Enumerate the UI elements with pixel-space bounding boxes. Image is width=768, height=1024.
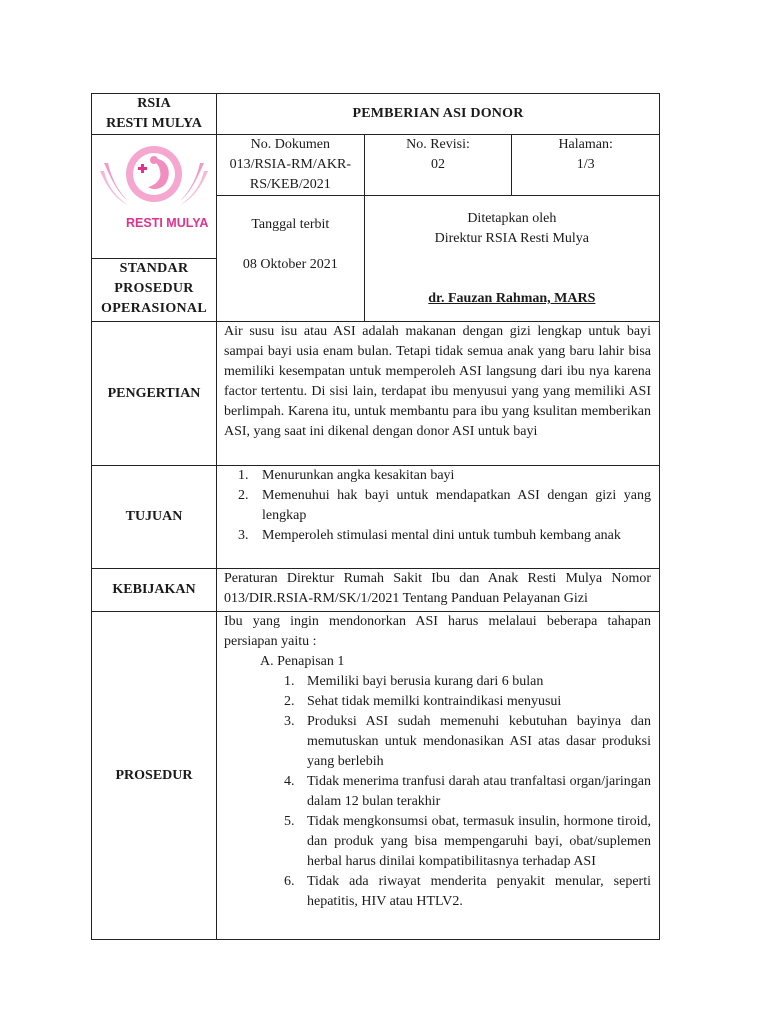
kebijakan-text: Peraturan Direktur Rumah Sakit Ibu dan Anak Resti Mulya Nomor 013/DIR.RSIA-RM/SK/1/2021 Tentang Panduan Pelayanan Gizi [217,569,660,612]
sop-label-cell [92,259,217,322]
doc-number-label: No. Dokumen [250,137,330,152]
kebijakan-label: KEBIJAKAN [92,569,217,612]
approved-by-line1: Ditetapkan oleh [467,211,557,226]
prosedur-label: PROSEDUR [92,612,217,940]
page-label: Halaman: [558,137,613,152]
list-item: 2. Sehat tidak memilki kontraindikasi menyusui [284,694,562,709]
sop-table [91,93,660,940]
issue-date-label: Tanggal terbit [251,217,330,232]
list-item: 1. Memiliki bayi berusia kurang dari 6 bulan [284,674,544,689]
revision-cell [364,135,512,196]
logo-text: RESTI MULYA [126,216,209,230]
logo-cell [92,135,217,259]
hospital-logo [92,135,216,239]
tujuan-list [217,466,651,546]
approved-by-line2: Direktur RSIA Resti Mulya [434,231,590,246]
page-number: 1/3 [576,157,595,172]
sop-line3: OPERASIONAL [101,301,207,316]
list-item: 3. Memperoleh stimulasi mental dini untuk tumbuh kembang anak [238,528,621,543]
revision-number: 02 [430,157,445,172]
org-line2: RESTI MULYA [106,116,202,131]
approval-cell [364,196,659,322]
org-name-cell [92,94,217,135]
document-title: PEMBERIAN ASI DONOR [217,94,660,135]
list-item: 3. Produksi ASI sudah memenuhi kebutuhan bayinya dan memutuskan untuk mendonasikan ASI atas dasar produksi yang berlebih [284,714,651,769]
tujuan-list-cell [217,466,660,569]
list-item: 1. Menurunkan angka kesakitan bayi [238,468,455,483]
prosedur-cell [217,612,660,940]
hospital-logo-icon [98,141,210,233]
prosedur-list [217,672,651,912]
sop-line2: PROSEDUR [114,281,194,296]
doc-number: 013/RSIA-RM/AKR-RS/KEB/2021 [229,157,351,192]
issue-date: 08 Oktober 2021 [242,257,338,272]
list-item: 4. Tidak menerima tranfusi darah atau tranfaltasi organ/jaringan dalam 12 bulan terakhir [284,774,651,809]
revision-label: No. Revisi: [406,137,470,152]
list-item: 5. Tidak mengkonsumsi obat, termasuk insulin, hormone tiroid, dan produk yang bisa mempengaruhi bayi, obat/suplemen herbal harus dinilai kompatibilitasnya terhadap ASI [284,814,651,869]
tujuan-label: TUJUAN [92,466,217,569]
prosedur-sub-heading: A. Penapisan 1 [260,654,345,669]
page-cell [512,135,660,196]
signatory-name: dr. Fauzan Rahman, MARS [428,291,596,306]
list-item: 2. Memenuhui hak bayi untuk mendapatkan ASI dengan gizi yang lengkap [238,488,651,523]
doc-number-cell [217,135,365,196]
issue-date-cell [217,196,365,322]
list-item: 6. Tidak ada riwayat menderita penyakit menular, seperti hepatitis, HIV atau HTLV2. [284,874,651,909]
prosedur-intro: Ibu yang ingin mendonorkan ASI harus melalaui beberapa tahapan persiapan yaitu : [224,614,651,649]
org-line1: RSIA [137,96,171,111]
pengertian-text: Air susu isu atau ASI adalah makanan dengan gizi lengkap untuk bayi sampai bayi usia enam bulan. Tetapi tidak semua anak yang baru lahir bisa memiliki kesempatan untuk memperoleh ASI langsung dari ibu nya karena factor tertentu. Di sisi lain, terdapat ibu menyusui yang yang memiliki ASI berlimpah. Karena itu, untuk membantu para ibu yang ksulitan memberikan ASI, yang saat ini dikenal dengan donor ASI untuk bayi [217,322,660,466]
pengertian-label: PENGERTIAN [92,322,217,466]
sop-line1: STANDAR [119,261,189,276]
